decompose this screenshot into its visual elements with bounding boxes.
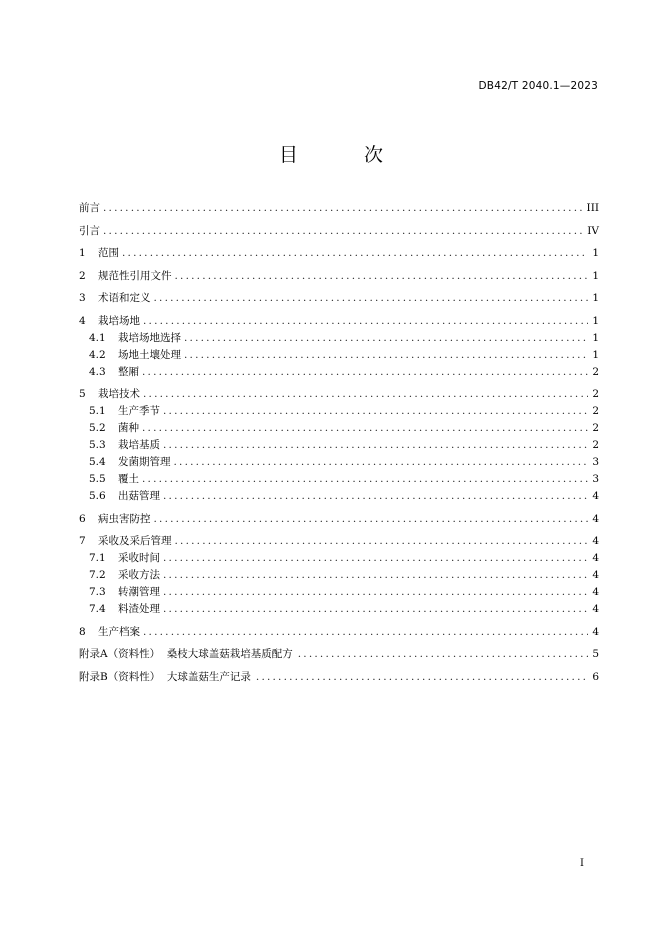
- toc-entry-number: 5.6: [89, 490, 106, 502]
- toc-page-number: 1: [592, 348, 599, 361]
- toc-entry-number: 7: [79, 535, 86, 547]
- toc-entry-3[interactable]: [79, 290, 599, 307]
- toc-page-number: 1: [592, 292, 599, 304]
- toc-page-number: 5: [592, 648, 599, 660]
- toc-entry-number: 7.3: [89, 586, 106, 598]
- table-of-contents: [79, 200, 599, 686]
- toc-page-number: 4: [592, 586, 599, 598]
- toc-entry-label: 采收时间: [118, 552, 160, 564]
- toc-entry-number: 5.2: [89, 422, 106, 434]
- toc-page-number: 4: [592, 603, 599, 615]
- toc-entry-number: 5: [79, 388, 86, 400]
- toc-entry-label: 病虫害防控: [98, 512, 151, 525]
- toc-entry-number: 7.2: [89, 569, 106, 581]
- toc-entry-2[interactable]: [79, 268, 599, 285]
- toc-page-number: 1: [592, 314, 599, 327]
- toc-entry-foreword[interactable]: [79, 200, 599, 217]
- page-number: I: [580, 858, 584, 869]
- toc-entry-7[interactable]: [79, 533, 599, 550]
- toc-entry-number: 5.5: [89, 473, 106, 485]
- toc-page-number: 2: [592, 365, 599, 378]
- toc-page-number: 2: [592, 405, 599, 417]
- toc-entry-label: 生产季节: [118, 405, 160, 417]
- toc-entry-appendix-a[interactable]: [79, 646, 599, 663]
- toc-entry-label: 料渣处理: [118, 603, 160, 615]
- toc-entry-label: 栽培基质: [118, 439, 160, 451]
- toc-leader-dots: [163, 601, 588, 618]
- toc-entry-number: 7.1: [89, 552, 106, 564]
- toc-entry-number: 5.1: [89, 405, 106, 417]
- toc-entry-label: 发菌期管理: [118, 456, 171, 468]
- toc-leader-dots: [142, 420, 588, 437]
- toc-leader-dots: [163, 403, 588, 420]
- toc-page-number: 6: [592, 670, 599, 683]
- toc-entry-7-1[interactable]: [79, 550, 599, 567]
- toc-leader-dots: [103, 223, 584, 240]
- toc-entry-number: 6: [79, 512, 86, 525]
- toc-entry-label: 场地土壤处理: [118, 348, 181, 361]
- toc-entry-label: 规范性引用文件: [98, 269, 172, 282]
- toc-entry-appendix-b[interactable]: [79, 669, 599, 686]
- toc-leader-dots: [142, 471, 588, 488]
- toc-entry-number: 5.3: [89, 439, 106, 451]
- toc-entry-number: 8: [79, 625, 86, 638]
- toc-leader-dots: [298, 646, 588, 663]
- toc-leader-dots: [163, 437, 588, 454]
- toc-entry-4-2[interactable]: [79, 347, 599, 364]
- toc-leader-dots: [103, 200, 584, 217]
- toc-entry-label: 采收方法: [118, 569, 160, 581]
- toc-leader-dots: [175, 533, 589, 550]
- toc-entry-label: 采收及采后管理: [98, 535, 172, 547]
- toc-entry-4-1[interactable]: [79, 330, 599, 347]
- toc-entry-number: 7.4: [89, 603, 106, 615]
- toc-entry-label: 栽培场地选择: [118, 331, 181, 344]
- toc-page-number: 4: [592, 625, 599, 638]
- toc-entry-1[interactable]: [79, 245, 599, 262]
- toc-entry-label: 范围: [98, 247, 119, 259]
- toc-page-number: 3: [592, 456, 599, 468]
- toc-entry-8[interactable]: [79, 624, 599, 641]
- toc-leader-dots: [143, 386, 588, 403]
- toc-entry-label: 栽培场地: [98, 314, 140, 327]
- toc-entry-label: 整厢: [118, 365, 139, 378]
- toc-entry-7-3[interactable]: [79, 584, 599, 601]
- toc-leader-dots: [256, 669, 588, 686]
- toc-entry-label: 生产档案: [98, 625, 140, 638]
- toc-entry-number: 5.4: [89, 456, 106, 468]
- toc-leader-dots: [122, 245, 588, 262]
- toc-entry-label: 菌种: [118, 422, 139, 434]
- toc-entry-5-4[interactable]: [79, 454, 599, 471]
- toc-leader-dots: [143, 313, 588, 330]
- toc-page-number: 2: [592, 388, 599, 400]
- toc-leader-dots: [163, 488, 588, 505]
- toc-entry-5-1[interactable]: [79, 403, 599, 420]
- toc-entry-5-5[interactable]: [79, 471, 599, 488]
- toc-entry-number: 2: [79, 269, 86, 282]
- toc-entry-7-2[interactable]: [79, 567, 599, 584]
- toc-leader-dots: [163, 584, 588, 601]
- toc-page-number: 4: [592, 490, 599, 502]
- toc-entry-5-3[interactable]: [79, 437, 599, 454]
- toc-leader-dots: [143, 624, 588, 641]
- toc-entry-label: 引言: [79, 224, 100, 237]
- toc-page-number: 4: [592, 535, 599, 547]
- toc-entry-label: 转潮管理: [118, 586, 160, 598]
- toc-leader-dots: [163, 550, 588, 567]
- toc-entry-label: 前言: [79, 202, 100, 214]
- toc-page-number: 4: [592, 569, 599, 581]
- toc-page-number: IV: [587, 224, 599, 237]
- toc-leader-dots: [175, 268, 589, 285]
- toc-entry-5[interactable]: [79, 386, 599, 403]
- toc-leader-dots: [163, 567, 588, 584]
- toc-entry-introduction[interactable]: [79, 223, 599, 240]
- toc-entry-number: 3: [79, 292, 86, 304]
- toc-entry-6[interactable]: [79, 511, 599, 528]
- toc-page-number: 3: [592, 473, 599, 485]
- toc-leader-dots: [154, 290, 589, 307]
- toc-leader-dots: [174, 454, 589, 471]
- toc-leader-dots: [184, 347, 588, 364]
- toc-page-number: 4: [592, 552, 599, 564]
- toc-entry-5-2[interactable]: [79, 420, 599, 437]
- toc-leader-dots: [154, 511, 589, 528]
- toc-entry-label: 术语和定义: [98, 292, 151, 304]
- toc-page-number: III: [586, 202, 599, 214]
- toc-entry-number: 4.1: [89, 331, 106, 344]
- toc-entry-label: 出菇管理: [118, 490, 160, 502]
- document-code: DB42/T 2040.1—2023: [478, 80, 598, 92]
- toc-entry-label: 覆土: [118, 473, 139, 485]
- toc-entry-number: 4.3: [89, 365, 106, 378]
- toc-entry-number: 4: [79, 314, 86, 327]
- toc-page-number: 4: [592, 512, 599, 525]
- toc-entry-label: 附录B（资料性） 大球盖菇生产记录: [79, 670, 251, 683]
- toc-page-number: 1: [592, 331, 599, 344]
- page-title: 目 次: [278, 144, 414, 166]
- toc-entry-5-6[interactable]: [79, 488, 599, 505]
- toc-leader-dots: [142, 364, 588, 381]
- toc-page-number: 1: [592, 247, 599, 259]
- toc-entry-7-4[interactable]: [79, 601, 599, 618]
- toc-leader-dots: [184, 330, 588, 347]
- toc-entry-number: 1: [79, 247, 86, 259]
- toc-entry-number: 4.2: [89, 348, 106, 361]
- toc-page-number: 2: [592, 439, 599, 451]
- toc-entry-label: 栽培技术: [98, 388, 140, 400]
- toc-page-number: 2: [592, 422, 599, 434]
- toc-page-number: 1: [592, 269, 599, 282]
- toc-entry-4[interactable]: [79, 313, 599, 330]
- toc-entry-4-3[interactable]: [79, 364, 599, 381]
- toc-entry-label: 附录A（资料性） 桑枝大球盖菇栽培基质配方: [79, 648, 293, 660]
